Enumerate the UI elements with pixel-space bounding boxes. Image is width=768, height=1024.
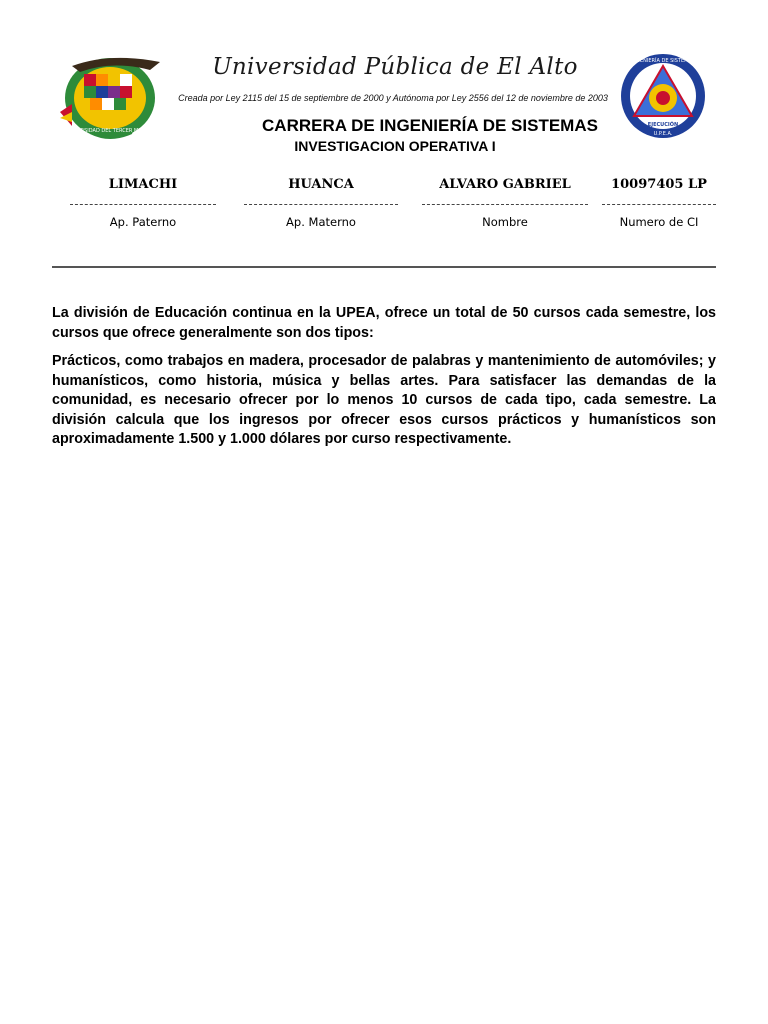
- field-ap-paterno: [68, 176, 218, 229]
- field-value: HUANCA: [288, 177, 354, 192]
- field-label: Numero de CI: [619, 215, 699, 229]
- logo-right-word: EJECUCIÓN: [647, 122, 679, 128]
- field-numero-ci: [600, 176, 718, 229]
- creation-law-line: Creada por Ley 2115 del 15 de septiembre de 2000 y Autónoma por Ley 2556 del 12 de noviembre de 2003: [178, 93, 608, 103]
- dotted-line: [422, 198, 588, 205]
- logo-left-caption: UNIVERSIDAD DEL TERCER MILENIO: [65, 128, 155, 134]
- ingenieria-sistemas-logo: [616, 52, 710, 142]
- dotted-line: [70, 198, 216, 205]
- field-value: LIMACHI: [108, 177, 178, 192]
- dotted-line: [602, 198, 716, 205]
- dotted-line: [244, 198, 398, 205]
- field-nombre: [420, 176, 590, 229]
- field-value: 10097405 LP: [611, 177, 707, 192]
- logo-right-caption-top: INGENIERÍA DE SISTEMAS: [630, 58, 696, 64]
- career-title: CARRERA DE INGENIERÍA DE SISTEMAS: [262, 116, 598, 135]
- field-value: ALVARO GABRIEL: [439, 177, 571, 192]
- horizontal-divider: [52, 266, 716, 268]
- paragraph-intro: La división de Educación continua en la UPEA, ofrece un total de 50 cursos cada semestre, los cursos que ofrece generalmente son dos tipos:: [52, 305, 716, 341]
- university-name: Universidad Pública de El Alto: [212, 54, 578, 80]
- upea-logo: [52, 52, 172, 142]
- field-ap-materno: [242, 176, 400, 229]
- field-label: Nombre: [482, 215, 528, 229]
- logo-right-caption-bottom: U.P.E.A.: [653, 131, 673, 137]
- field-label: Ap. Paterno: [109, 215, 177, 229]
- field-label: Ap. Materno: [286, 215, 356, 229]
- problem-statement: [52, 304, 716, 459]
- paragraph-details: Prácticos, como trabajos en madera, procesador de palabras y mantenimiento de automóviles; y humanísticos, como historia, música y bellas artes. Para satisfacer las demandas de la comunidad, es necesario ofrecer por lo menos 10 cursos de cada tipo, cada semestre. La división calcula que los ingresos por ofrecer esos cursos prácticos y humanísticos son aproximadamente 1.500 y 1.000 dólares por curso respectivamente.: [52, 353, 716, 447]
- subject-title: INVESTIGACION OPERATIVA I: [294, 138, 496, 154]
